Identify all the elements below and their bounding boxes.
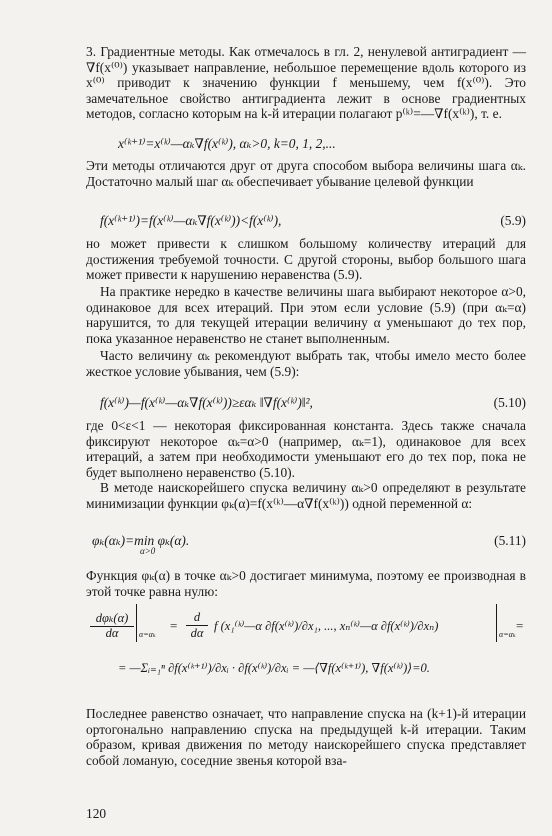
paragraph-epsilon-constant: где 0<ε<1 — некоторая фиксированная константа. Здесь также сначала фиксируют некоторое αₖ=α>0 (например, αₖ=1), одинаковое для всех итераций, а затем при необходимости уменьшают его до тех пор, пока не будет выполнено неравенство (5.10). <box>86 418 526 480</box>
derivative-mid-denominator: dα <box>190 626 204 640</box>
equation-5-10: f(x⁽ᵏ⁾)—f(x⁽ᵏ⁾—αₖ∇f(x⁽ᵏ⁾))≥εαₖ ‖∇f(x⁽ᵏ⁾)‖², <box>100 395 313 410</box>
paragraph-stricter-condition: Часто величину αₖ рекомендуют выбрать так, чтобы имело место более жесткое условие убывания, чем (5.9): <box>86 348 526 379</box>
equation-number-5-11: (5.11) <box>494 533 526 548</box>
paragraph-steepest-descent: В методе наискорейшего спуска величину αₖ>0 определяют в результате минимизации функции φₖ(α)=f(x⁽ᵏ⁾—α∇f(x⁽ᵏ⁾)) одной переменной α: <box>86 480 526 511</box>
paragraph-orthogonality: Последнее равенство означает, что направление спуска на (k+1)-й итерации ортогонально направлению спуска на предыдущей k-й итерации. Таким образом, кривая движения по методу наискорейшего спуска представляет собой ломаную, соседние звенья которой вза- <box>86 706 526 768</box>
derivative-lhs-denominator: dα <box>105 626 119 640</box>
derivative-eval-point: α=αₖ <box>139 630 156 639</box>
equation-5-11-subscript: α>0 <box>140 546 156 556</box>
equation-number-5-9: (5.9) <box>500 213 526 228</box>
derivative-mid-numerator: d <box>186 610 208 626</box>
paragraph-practice: На практике нередко в качестве величины шага выбирают некоторое α>0, одинаковое для всех итераций. При этом если условие (5.9) (при αₖ=α) нарушится, то для текущей итерации величину α уменьшают до тех пор, пока указанное неравенство не станет выполненным. <box>86 284 526 346</box>
paragraph-derivative-zero: Функция φₖ(α) в точке αₖ>0 достигает минимума, поэтому ее производная в этой точке равна нулю: <box>86 568 526 599</box>
equation-number-5-10: (5.10) <box>493 395 526 410</box>
equation-5-9: f(x⁽ᵏ⁺¹⁾)=f(x⁽ᵏ⁾—αₖ∇f(x⁽ᵏ⁾))<f(x⁽ᵏ⁾), <box>100 213 282 228</box>
evaluation-bar-right <box>496 604 497 642</box>
evaluation-bar <box>136 604 137 642</box>
paragraph-step-choice: Эти методы отличаются друг от друга способом выбора величины шага αₖ. Достаточно малый шаг αₖ обеспечивает убывание целевой функции <box>86 158 526 189</box>
equation-iteration: x⁽ᵏ⁺¹⁾=x⁽ᵏ⁾—αₖ∇f(x⁽ᵏ⁾), αₖ>0, k=0, 1, 2,... <box>118 136 336 151</box>
paragraph-large-step: но может привести к слишком большому количеству итераций для достижения требуемой точности. С другой стороны, выбор большого шага может привести к нарушению неравенства (5.9). <box>86 236 526 283</box>
derivative-lhs-numerator: dφₖ(α) <box>90 610 134 627</box>
derivative-body: f (x₁⁽ᵏ⁾—α ∂f(x⁽ᵏ⁾)/∂x₁, ..., xₙ⁽ᵏ⁾—α ∂f(x⁽ᵏ⁾)/∂xₙ) <box>214 619 439 633</box>
equation-5-11: φₖ(αₖ)=min φₖ(α). <box>92 533 190 548</box>
derivative-eval-point-right: α=αₖ <box>499 630 516 639</box>
paragraph-gradient-methods-intro: 3. Градиентные методы. Как отмечалось в гл. 2, ненулевой антиградиент —∇f(x⁽⁰⁾) указывает направление, небольшое перемещение вдоль которого из x⁽⁰⁾ приводит к значению функции f меньшему, чем f(x⁽⁰⁾). Это замечательное свойство антиградиента лежит в основе градиентных методов, согласно которым на k-й итерации полагают p⁽ᵏ⁾=—∇f(x⁽ᵏ⁾), т. е. <box>86 44 526 122</box>
equation-derivative: dφₖ(α) dα α=αₖ = d dα f (x₁⁽ᵏ⁾—α ∂f(x⁽ᵏ⁾)/∂x₁, ..., xₙ⁽ᵏ⁾—α ∂f(x⁽ᵏ⁾)/∂xₙ) α=αₖ = = —Σᵢ₌₁ⁿ ∂f(x⁽ᵏ⁺¹⁾)/∂xᵢ · ∂f(x⁽ᵏ⁾)/∂xᵢ = —⟨∇f(x⁽ᵏ⁺¹⁾), ∇f(x⁽ᵏ⁾)⟩=0. <box>86 604 526 684</box>
page-number: 120 <box>86 806 107 821</box>
derivative-line-2: = —Σᵢ₌₁ⁿ ∂f(x⁽ᵏ⁺¹⁾)/∂xᵢ · ∂f(x⁽ᵏ⁾)/∂xᵢ = —⟨∇f(x⁽ᵏ⁺¹⁾), ∇f(x⁽ᵏ⁾)⟩=0. <box>118 661 430 675</box>
